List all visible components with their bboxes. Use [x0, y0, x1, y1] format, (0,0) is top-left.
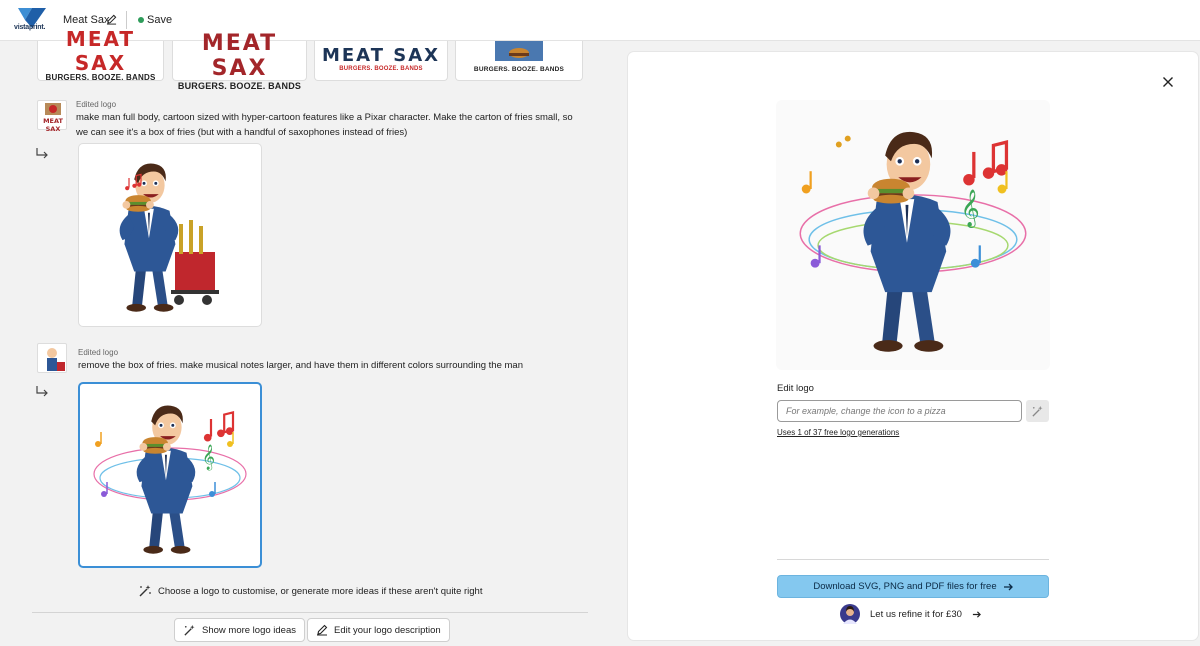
logo-option-name: MEAT SAX — [65, 27, 136, 75]
save-status-dot — [138, 17, 144, 23]
arrow-right-icon — [972, 610, 981, 619]
refine-link[interactable] — [840, 604, 981, 624]
choose-hint — [138, 584, 482, 598]
logo-preview — [776, 100, 1050, 370]
footer-divider — [32, 612, 588, 613]
result-logo-1[interactable] — [78, 143, 262, 327]
magic-wand-icon — [183, 624, 196, 637]
generate-edit-button[interactable] — [1026, 400, 1049, 422]
logo-option-2[interactable] — [172, 31, 307, 91]
burger-illustration-icon — [489, 41, 549, 65]
logo-option-tagline: BURGERS. BOOZE. BANDS — [473, 66, 565, 73]
show-more-logo-ideas-button[interactable] — [174, 618, 305, 642]
svg-text:𝄞: 𝄞 — [960, 188, 980, 227]
reply-arrow-icon — [35, 147, 49, 159]
svg-text:𝄞: 𝄞 — [202, 445, 216, 470]
edit-logo-description-button[interactable] — [307, 618, 450, 642]
logo-option-name: MEAT SAX — [321, 45, 441, 66]
logo-option-tagline: BURGERS. BOOZE. BANDS — [45, 73, 156, 82]
refine-label: Let us refine it for £30 — [870, 608, 962, 620]
download-label: Download SVG, PNG and PDF files for free — [813, 581, 997, 592]
result-logo-2-selected[interactable] — [78, 382, 262, 568]
pencil-icon — [316, 624, 328, 636]
logo-option-name: MEAT SAX — [201, 31, 278, 81]
logo-option-4[interactable] — [455, 41, 583, 81]
history-label: Edited logo — [78, 348, 119, 357]
man-with-musical-notes-illustration — [80, 384, 260, 566]
history-label: Edited logo — [76, 100, 117, 109]
history-prompt: remove the box of fries. make musical notes larger, and have them in different colors surrounding the man — [78, 360, 523, 371]
logo-option-tagline: BURGERS. BOOZE. BANDS — [177, 81, 302, 91]
choose-text: Choose a logo to customise, or generate more ideas if these aren't quite right — [158, 585, 483, 597]
reply-arrow-icon — [35, 385, 49, 397]
edit-description-label: Edit your logo description — [334, 624, 441, 636]
logo-option-tagline: BURGERS. BOOZE. BANDS — [339, 66, 423, 72]
free-generations-link[interactable]: Uses 1 of 37 free logo generations — [777, 428, 900, 437]
logo-detail-panel — [628, 52, 1198, 640]
logo-thumbnail-icon — [38, 344, 68, 374]
magic-wand-icon — [1031, 405, 1044, 418]
history-thumbnail[interactable] — [37, 343, 67, 373]
show-more-label: Show more logo ideas — [202, 624, 296, 636]
download-files-button[interactable] — [777, 575, 1049, 598]
edit-logo-label: Edit logo — [777, 383, 814, 394]
doc-title[interactable]: Meat Sax — [63, 14, 110, 26]
logo-option-3[interactable] — [314, 41, 448, 81]
save-status[interactable]: Save — [147, 14, 173, 26]
pencil-icon[interactable] — [106, 14, 117, 25]
man-with-musical-notes-preview — [776, 100, 1050, 370]
edit-logo-input[interactable] — [777, 400, 1022, 422]
thumb-title: MEAT SAX — [43, 117, 63, 133]
history-thumbnail[interactable] — [37, 100, 67, 133]
panel-divider — [777, 559, 1049, 560]
designer-avatar — [840, 604, 860, 624]
brand-name: vistaprint. — [14, 24, 46, 31]
man-with-saxophone-fries-illustration — [79, 144, 263, 328]
arrow-right-icon — [1003, 582, 1013, 592]
close-icon[interactable] — [1162, 76, 1174, 88]
logo-option-1[interactable] — [37, 27, 164, 82]
history-prompt: make man full body, cartoon sized with hyper-cartoon features like a Pixar character. Make the carton of fries small, so we can see it's a box of fries (but with a handful of saxophones instead of fries) — [76, 112, 573, 138]
magic-wand-icon — [138, 584, 152, 598]
